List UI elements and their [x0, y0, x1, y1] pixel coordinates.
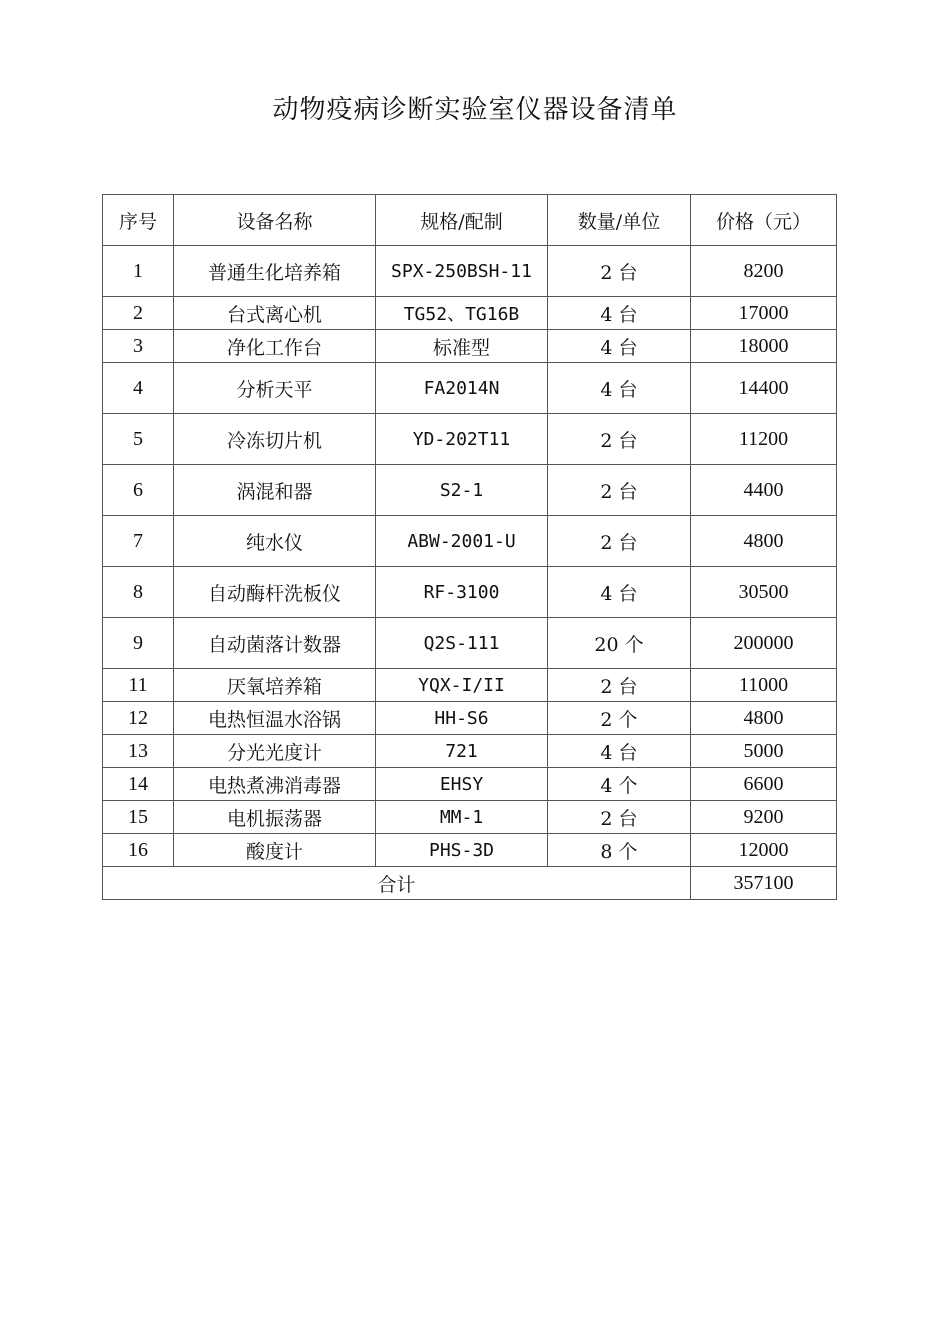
cell-price: 4800 — [691, 702, 837, 735]
cell-name: 普通生化培养箱 — [174, 246, 376, 297]
column-header-no: 序号 — [103, 195, 174, 246]
cell-price: 12000 — [691, 834, 837, 867]
cell-name: 自动酶杆洗板仪 — [174, 567, 376, 618]
table-row — [103, 246, 837, 297]
cell-no: 15 — [103, 801, 174, 834]
cell-price: 14400 — [691, 363, 837, 414]
cell-no: 7 — [103, 516, 174, 567]
cell-no: 9 — [103, 618, 174, 669]
cell-no: 16 — [103, 834, 174, 867]
total-value: 357100 — [691, 867, 837, 900]
cell-no: 5 — [103, 414, 174, 465]
cell-no: 13 — [103, 735, 174, 768]
cell-price: 200000 — [691, 618, 837, 669]
cell-qty: 4 台 — [548, 735, 691, 768]
equipment-table — [102, 194, 837, 900]
column-header-name: 设备名称 — [174, 195, 376, 246]
header-row — [103, 195, 837, 246]
cell-name: 分析天平 — [174, 363, 376, 414]
cell-spec: 标准型 — [376, 330, 548, 363]
cell-qty: 2 台 — [548, 246, 691, 297]
cell-no: 6 — [103, 465, 174, 516]
cell-spec: MM-1 — [376, 801, 548, 834]
cell-price: 5000 — [691, 735, 837, 768]
table-row — [103, 768, 837, 801]
cell-qty: 4 台 — [548, 363, 691, 414]
cell-spec: HH-S6 — [376, 702, 548, 735]
cell-name: 电热煮沸消毒器 — [174, 768, 376, 801]
cell-spec: YD-202T11 — [376, 414, 548, 465]
cell-spec: SPX-250BSH-11 — [376, 246, 548, 297]
cell-price: 30500 — [691, 567, 837, 618]
cell-name: 涡混和器 — [174, 465, 376, 516]
cell-spec: PHS-3D — [376, 834, 548, 867]
cell-name: 纯水仪 — [174, 516, 376, 567]
cell-qty: 20 个 — [548, 618, 691, 669]
cell-name: 电热恒温水浴锅 — [174, 702, 376, 735]
cell-qty: 2 台 — [548, 516, 691, 567]
cell-qty: 2 个 — [548, 702, 691, 735]
cell-spec: S2-1 — [376, 465, 548, 516]
total-row — [103, 867, 837, 900]
cell-name: 厌氧培养箱 — [174, 669, 376, 702]
cell-spec: TG52、TG16B — [376, 297, 548, 330]
cell-price: 18000 — [691, 330, 837, 363]
cell-name: 电机振荡器 — [174, 801, 376, 834]
total-label: 合计 — [103, 867, 691, 900]
table-row — [103, 297, 837, 330]
cell-no: 12 — [103, 702, 174, 735]
page-title: 动物疫病诊断实验室仪器设备清单 — [272, 95, 678, 125]
cell-qty: 8 个 — [548, 834, 691, 867]
cell-spec: Q2S-111 — [376, 618, 548, 669]
cell-spec: 721 — [376, 735, 548, 768]
cell-price: 4800 — [691, 516, 837, 567]
cell-no: 1 — [103, 246, 174, 297]
column-header-spec: 规格/配制 — [376, 195, 548, 246]
cell-name: 净化工作台 — [174, 330, 376, 363]
cell-no: 8 — [103, 567, 174, 618]
cell-spec: EHSY — [376, 768, 548, 801]
cell-qty: 4 台 — [548, 297, 691, 330]
cell-qty: 4 台 — [548, 567, 691, 618]
cell-price: 4400 — [691, 465, 837, 516]
cell-qty: 4 个 — [548, 768, 691, 801]
cell-price: 17000 — [691, 297, 837, 330]
cell-no: 4 — [103, 363, 174, 414]
cell-no: 3 — [103, 330, 174, 363]
cell-qty: 2 台 — [548, 669, 691, 702]
table-row — [103, 414, 837, 465]
table-row — [103, 801, 837, 834]
table-row — [103, 363, 837, 414]
cell-qty: 2 台 — [548, 414, 691, 465]
cell-qty: 2 台 — [548, 801, 691, 834]
cell-spec: ABW-2001-U — [376, 516, 548, 567]
cell-price: 11000 — [691, 669, 837, 702]
cell-no: 14 — [103, 768, 174, 801]
cell-no: 11 — [103, 669, 174, 702]
table-row — [103, 330, 837, 363]
table-row — [103, 669, 837, 702]
table-row — [103, 702, 837, 735]
cell-price: 6600 — [691, 768, 837, 801]
column-header-price: 价格（元） — [691, 195, 837, 246]
column-header-qty: 数量/单位 — [548, 195, 691, 246]
cell-spec: FA2014N — [376, 363, 548, 414]
cell-name: 分光光度计 — [174, 735, 376, 768]
table-row — [103, 465, 837, 516]
table-row — [103, 567, 837, 618]
table-row — [103, 735, 837, 768]
table-row — [103, 834, 837, 867]
table-row — [103, 516, 837, 567]
cell-qty: 2 台 — [548, 465, 691, 516]
cell-qty: 4 台 — [548, 330, 691, 363]
table-row — [103, 618, 837, 669]
cell-name: 冷冻切片机 — [174, 414, 376, 465]
cell-price: 11200 — [691, 414, 837, 465]
cell-no: 2 — [103, 297, 174, 330]
cell-spec: YQX-I/II — [376, 669, 548, 702]
cell-price: 8200 — [691, 246, 837, 297]
cell-spec: RF-3100 — [376, 567, 548, 618]
cell-price: 9200 — [691, 801, 837, 834]
cell-name: 台式离心机 — [174, 297, 376, 330]
cell-name: 酸度计 — [174, 834, 376, 867]
cell-name: 自动菌落计数器 — [174, 618, 376, 669]
